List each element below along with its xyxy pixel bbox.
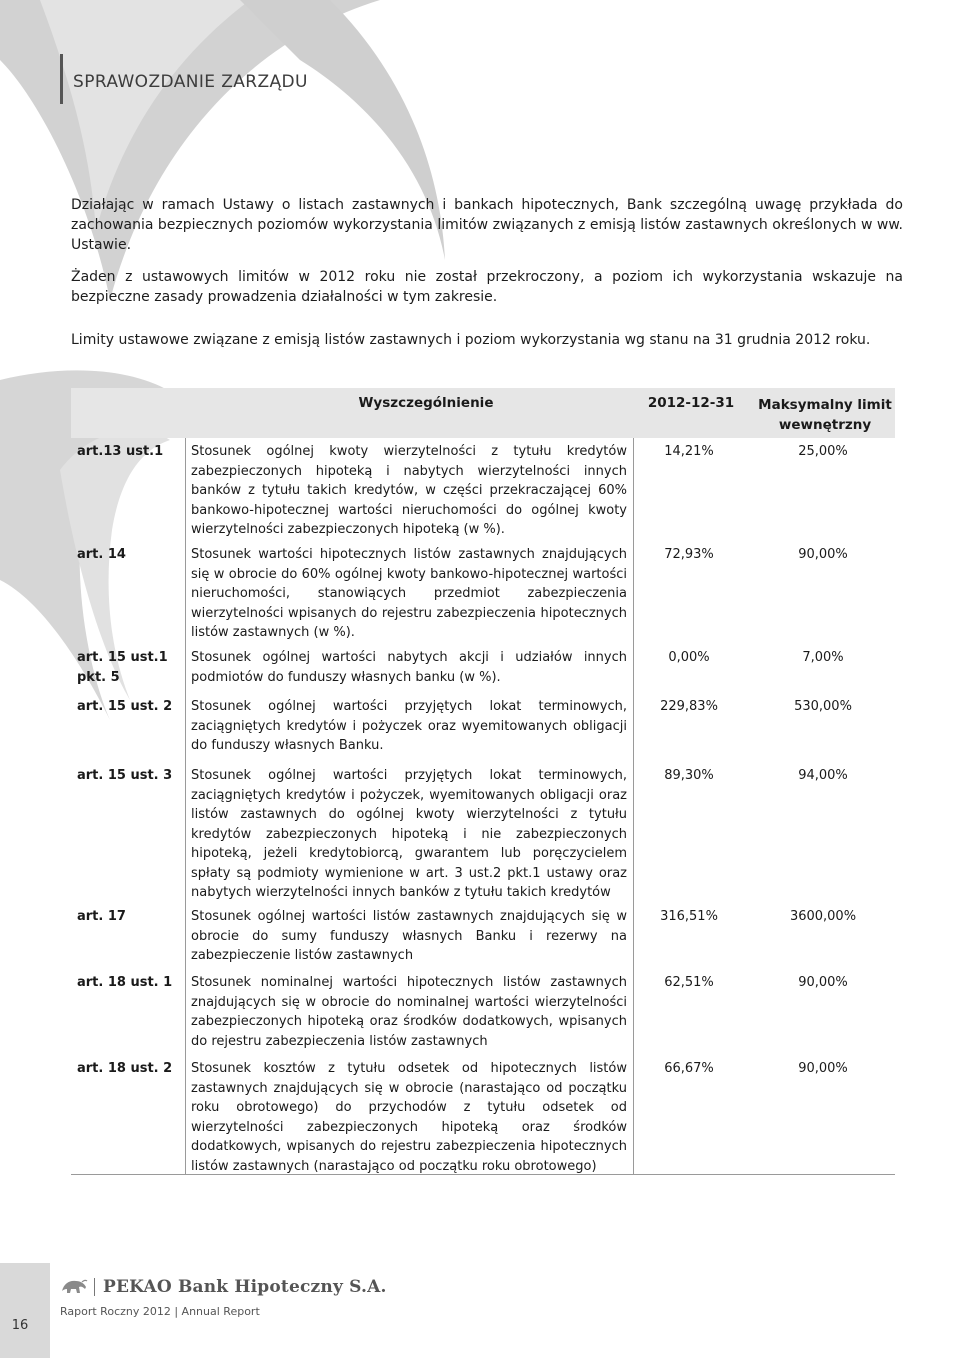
header-accent-bar xyxy=(60,54,63,104)
bank-name: PEKAO Bank Hipoteczny S.A. xyxy=(103,1277,387,1297)
row-value: 229,83% xyxy=(660,699,718,714)
header-date: 2012-12-31 xyxy=(647,395,735,411)
row-description: Stosunek ogólnej wartości listów zastawnych znajdujących się w obrocie do sumy funduszy własnych Banku i rezerwy na zabezpieczenie listów zastawnych xyxy=(191,909,627,963)
table-caption: Limity ustawowe związane z emisją listów zastawnych i poziom wykorzystania wg stanu na 31 grudnia 2012 roku. xyxy=(71,332,871,348)
row-article: art.13 ust.1 xyxy=(77,444,164,459)
row-max: 90,00% xyxy=(798,975,848,990)
row-value: 14,21% xyxy=(664,444,714,459)
row-value: 89,30% xyxy=(664,768,714,783)
bank-logo xyxy=(60,1274,387,1300)
bison-logo-icon xyxy=(60,1277,88,1297)
footer-page-tab xyxy=(0,1263,50,1358)
row-value: 0,00% xyxy=(668,650,710,665)
table-header xyxy=(71,388,895,438)
logo-separator xyxy=(94,1278,95,1296)
row-article: art. 15 ust. 2 xyxy=(77,699,173,714)
limits-table xyxy=(71,388,895,1175)
table-bottom-rule xyxy=(71,1174,895,1175)
row-value: 72,93% xyxy=(664,547,714,562)
row-description: Stosunek ogólnej wartości nabytych akcji i udziałów innych podmiotów do funduszy własnych banku (w %). xyxy=(191,650,627,685)
limits-paragraph: Żaden z ustawowych limitów w 2012 roku nie został przekroczony, a poziom ich wykorzystania wskazuje na bezpieczne zasady prowadzenia działalności w tym zakresie. xyxy=(71,269,903,305)
row-article: art. 15 ust. 3 xyxy=(77,768,173,783)
row-value: 316,51% xyxy=(660,909,718,924)
row-description: Stosunek kosztów z tytułu odsetek od hipotecznych listów zastawnych znajdujących się w obrocie (narastająco od początku roku obrotowego) do przychodów z tytułu odsetek od wierzytelności zabezpieczonych hipoteką oraz środków dodatkowych, wpisanych do rejestru zabezpieczenia hipotecznych listów zastawnych (narastająco od początku roku obrotowego) xyxy=(191,1061,627,1174)
page-number: 16 xyxy=(11,1318,29,1333)
row-value: 62,51% xyxy=(664,975,714,990)
page-title: SPRAWOZDANIE ZARZĄDU xyxy=(73,72,308,92)
row-max: 90,00% xyxy=(798,1061,848,1076)
intro-paragraph: Działając w ramach Ustawy o listach zastawnych i bankach hipotecznych, Bank szczególną uwagę przykłada do zachowania bezpiecznych poziomów wykorzystania limitów związanych z emisją listów zastawnych określonych w ww. Ustawie. xyxy=(71,197,903,253)
row-max: 3600,00% xyxy=(789,909,857,924)
row-description: Stosunek ogólnej wartości przyjętych lokat terminowych, zaciągniętych kredytów i pożyczek, wyemitowanych obligacji oraz listów zastawnych do ogólnej kwoty wierzytelności z tytułu kredytów zabezpieczonych hipoteką i nie zabezpieczonych hipoteką, jeżeli kredytobiorcą, gwarantem lub poręczycielem spłaty są podmioty wymienione w art. 3 ust.2 pkt.1 ustawy oraz nabytych wierzytelności innych banków z tytułu takich kredytów xyxy=(191,768,627,900)
row-max: 530,00% xyxy=(794,699,852,714)
row-max: 7,00% xyxy=(802,650,844,665)
row-value: 66,67% xyxy=(664,1061,714,1076)
row-article: art. 18 ust. 2 xyxy=(77,1061,173,1076)
column-divider xyxy=(185,438,186,1175)
row-description: Stosunek wartości hipotecznych listów zastawnych znajdujących się w obrocie do 60% ogólnej kwoty bankowo-hipotecznej wartości nieruchomości, stanowiących przedmiot zabezpieczenia wierzytelności wpisanych do rejestru zabezpieczenia hipotecznych listów zastawnych (w %). xyxy=(191,547,627,640)
row-max: 90,00% xyxy=(798,547,848,562)
row-article: art. 14 xyxy=(77,547,126,562)
row-article: art. 18 ust. 1 xyxy=(77,975,173,990)
row-max: 94,00% xyxy=(798,768,848,783)
row-article: art. 15 ust.1 pkt. 5 xyxy=(77,650,168,685)
row-description: Stosunek nominalnej wartości hipotecznych listów zastawnych znajdujących się w obrocie do nominalnej wartości wierzytelności zabezpieczonych hipoteką oraz środków dodatkowych, wpisanych do rejestru zabezpieczenia listów zastawnych xyxy=(191,975,627,1049)
row-description: Stosunek ogólnej wartości przyjętych lokat terminowych, zaciągniętych kredytów i pożyczek oraz wyemitowanych obligacji do funduszy własnych Banku. xyxy=(191,699,627,753)
header-description: Wyszczególnienie xyxy=(358,395,494,411)
report-title: Raport Roczny 2012 | Annual Report xyxy=(60,1305,260,1318)
row-max: 25,00% xyxy=(798,444,848,459)
row-description: Stosunek ogólnej kwoty wierzytelności z tytułu kredytów zabezpieczonych hipoteką i nabytych wierzytelności innych banków z tytułu takich kredytów, w części przekraczającej 60% bankowo-hipotecznej wartości nieruchomości do ogólnej kwoty wierzytelności zabezpieczonych hipoteką (w %). xyxy=(191,444,627,537)
header-max-limit: Maksymalny limit wewnętrzny xyxy=(758,397,892,433)
row-article: art. 17 xyxy=(77,909,126,924)
